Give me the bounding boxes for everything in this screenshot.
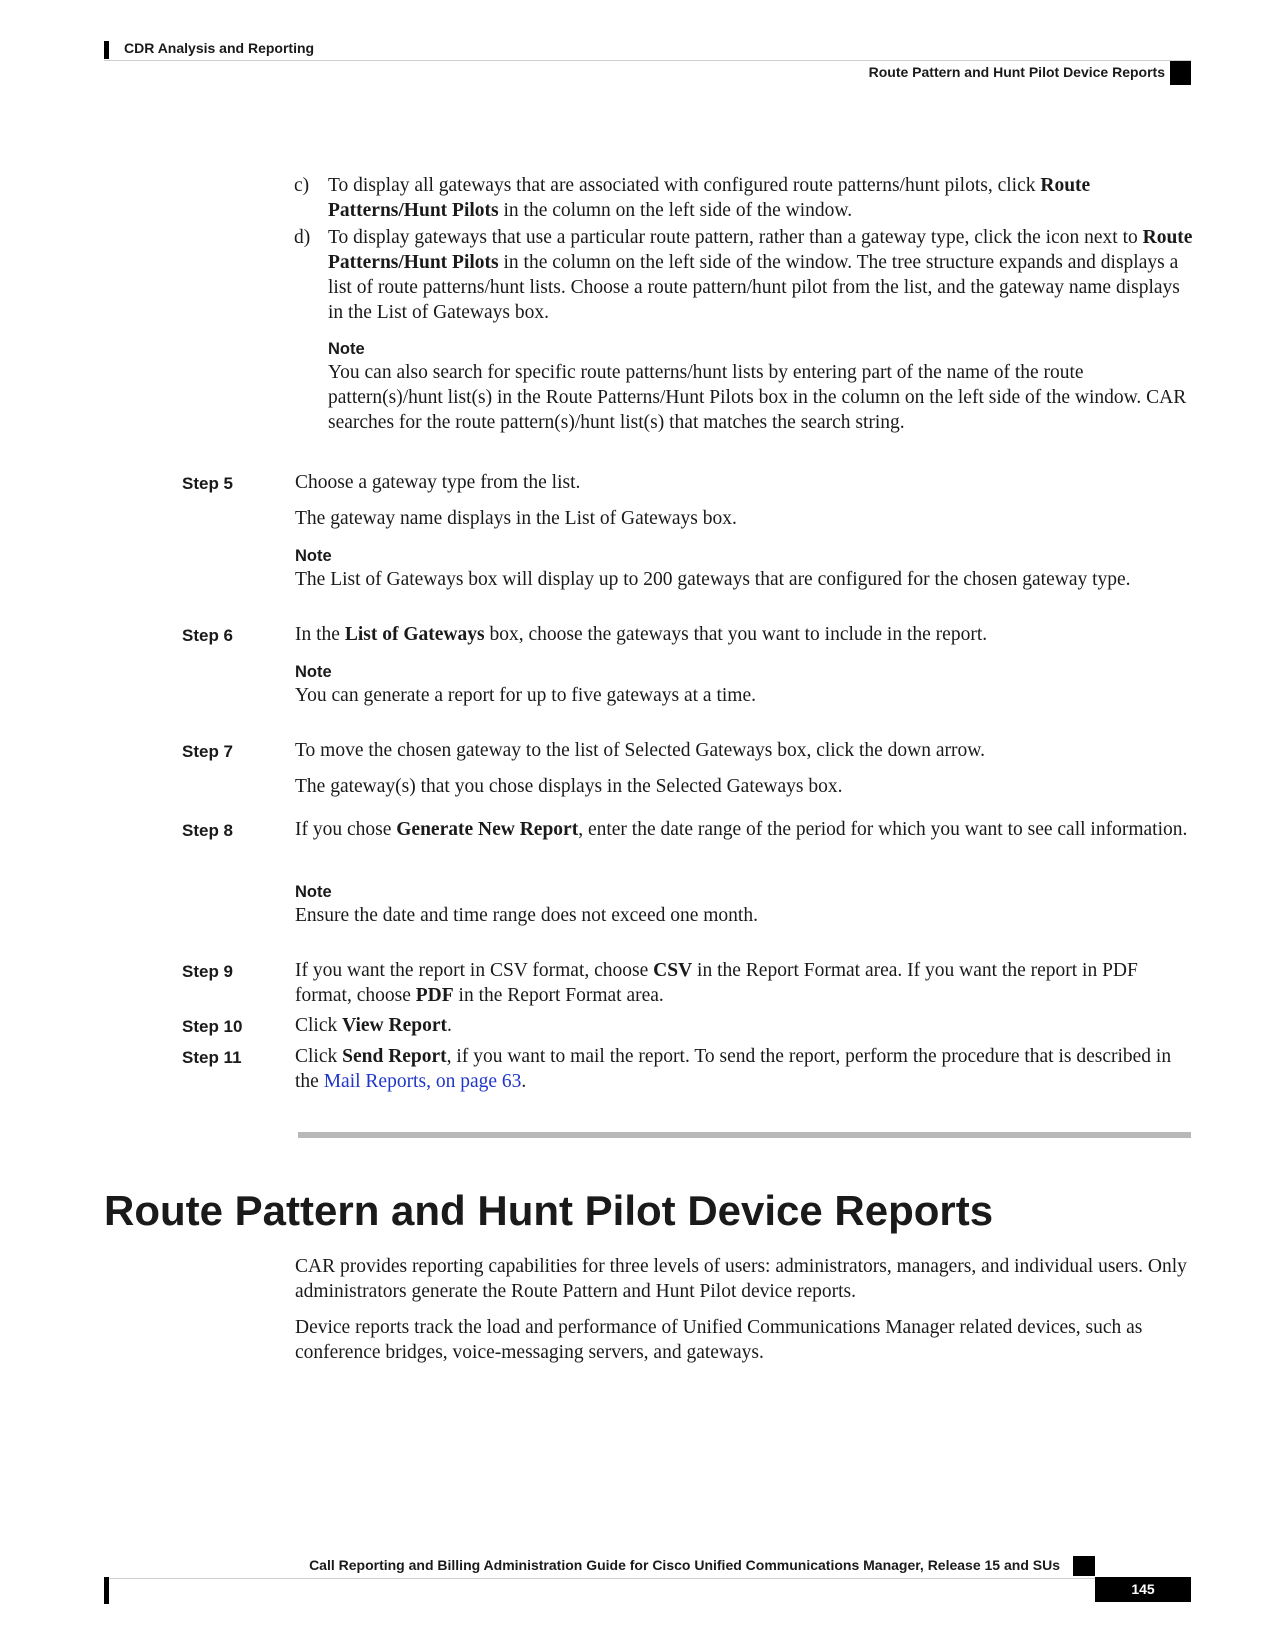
substep-c-marker: c) bbox=[294, 175, 310, 196]
substep-d bbox=[294, 225, 1194, 325]
header-chapter-title: CDR Analysis and Reporting bbox=[124, 40, 315, 56]
note-text: The List of Gateways box will display up to 200 gateways that are configured for the chosen gateway type. bbox=[295, 569, 1131, 590]
substep-d-marker: d) bbox=[294, 227, 311, 248]
step-11-text bbox=[295, 1044, 1195, 1094]
step-7-label: Step 7 bbox=[182, 742, 234, 761]
footer-left-bar bbox=[104, 1577, 109, 1604]
section-divider bbox=[298, 1132, 1191, 1138]
footer-block bbox=[1073, 1556, 1095, 1576]
step-8-text-before: If you chose bbox=[295, 819, 397, 840]
substep-c-text-after: in the column on the left side of the window. bbox=[498, 200, 853, 221]
note-label: Note bbox=[295, 547, 332, 565]
step-5-label: Step 5 bbox=[182, 474, 234, 493]
step-11-text-after: . bbox=[521, 1071, 527, 1092]
step-5-result: The gateway name displays in the List of Gateways box. bbox=[295, 508, 737, 529]
section-heading: Route Pattern and Hunt Pilot Device Reports bbox=[104, 1187, 994, 1234]
step-8-text-after: , enter the date range of the period for which you want to see call information. bbox=[578, 819, 1188, 840]
step-10-text bbox=[295, 1013, 1195, 1038]
step-9-text-before: If you want the report in CSV format, choose bbox=[295, 960, 654, 981]
step-6-bold: List of Gateways bbox=[344, 624, 485, 645]
note-text: Ensure the date and time range does not exceed one month. bbox=[295, 905, 758, 926]
step-9-text bbox=[295, 958, 1195, 1008]
page-number: 145 bbox=[1095, 1577, 1191, 1602]
step-11-bold: Send Report bbox=[342, 1046, 447, 1067]
substep-d-text: To display gateways that use a particular route pattern, rather than a gateway type, click the icon next to bbox=[328, 227, 1143, 248]
step-6-text bbox=[295, 622, 1195, 647]
step-10-label: Step 10 bbox=[182, 1017, 243, 1036]
step-9-text-mid: in the Report Format area. If you want the report in PDF format, choose bbox=[295, 960, 1138, 1006]
step-10-text-after: . bbox=[447, 1015, 452, 1036]
note-label: Note bbox=[295, 663, 332, 681]
mail-reports-link[interactable]: Mail Reports, on page 63 bbox=[323, 1071, 522, 1092]
step-7-result: The gateway(s) that you chose displays in the Selected Gateways box. bbox=[295, 776, 843, 797]
step-9-bold-pdf: PDF bbox=[415, 985, 454, 1006]
note-text: You can generate a report for up to five gateways at a time. bbox=[295, 685, 756, 706]
substep-c-text: To display all gateways that are associated with configured route patterns/hunt pilots, click bbox=[328, 175, 1041, 196]
note-text: You can also search for specific route patterns/hunt lists by entering part of the name of the route pattern(s)/hunt list(s) in the Route Patterns/Hunt Pilots box in the column on the left side of the window. CAR searches for the route pattern(s)/hunt list(s) that matches the search string. bbox=[328, 362, 1187, 433]
substep-d-bold: Route Patterns/Hunt Pilots bbox=[328, 227, 1193, 273]
header-left-bar bbox=[104, 41, 109, 59]
step-10-text-before: Click bbox=[295, 1015, 343, 1036]
note-label: Note bbox=[295, 883, 332, 901]
header-section-title: Route Pattern and Hunt Pilot Device Reports bbox=[868, 64, 1165, 80]
step-11-label: Step 11 bbox=[182, 1048, 242, 1067]
footer-guide-title: Call Reporting and Billing Administration Guide for Cisco Unified Communications Manager, Release 15 and SUs bbox=[309, 1557, 1060, 1573]
substep-c-bold: Route Patterns/Hunt Pilots bbox=[328, 175, 1091, 221]
step-8-text bbox=[295, 817, 1195, 842]
step-8-bold: Generate New Report bbox=[396, 819, 579, 840]
header-right-block bbox=[1170, 61, 1191, 85]
section-paragraph-1: CAR provides reporting capabilities for three levels of users: administrators, managers, and individual users. Only administrators generate the Route Pattern and Hunt Pilot device reports. bbox=[295, 1256, 1187, 1302]
step-8-label: Step 8 bbox=[182, 821, 234, 840]
step-11-text-mid: , if you want to mail the report. To send the report, perform the procedure that is described in the bbox=[295, 1046, 1172, 1092]
step-6-label: Step 6 bbox=[182, 626, 234, 645]
step-6-text-before: In the bbox=[295, 624, 345, 645]
header-rule bbox=[104, 60, 1191, 61]
section-paragraph-2: Device reports track the load and performance of Unified Communications Manager related devices, such as conference bridges, voice-messaging servers, and gateways. bbox=[295, 1317, 1143, 1363]
substep-c bbox=[294, 173, 1194, 223]
step-9-label: Step 9 bbox=[182, 962, 234, 981]
substep-d-text-after: in the column on the left side of the window. The tree structure expands and displays a list of route patterns/hunt lists. Choose a route pattern/hunt pilot from the list, and the gateway name displays in the List of Gateways box. bbox=[328, 252, 1180, 323]
step-9-text-after: in the Report Format area. bbox=[453, 985, 664, 1006]
step-10-bold: View Report bbox=[342, 1015, 447, 1036]
note-label: Note bbox=[328, 340, 365, 358]
step-9-bold-csv: CSV bbox=[653, 960, 693, 981]
footer-rule bbox=[104, 1578, 1191, 1579]
step-5-text: Choose a gateway type from the list. bbox=[295, 472, 581, 493]
step-6-text-after: box, choose the gateways that you want to include in the report. bbox=[484, 624, 988, 645]
step-7-text: To move the chosen gateway to the list of Selected Gateways box, click the down arrow. bbox=[295, 740, 985, 761]
step-11-text-before: Click bbox=[295, 1046, 343, 1067]
